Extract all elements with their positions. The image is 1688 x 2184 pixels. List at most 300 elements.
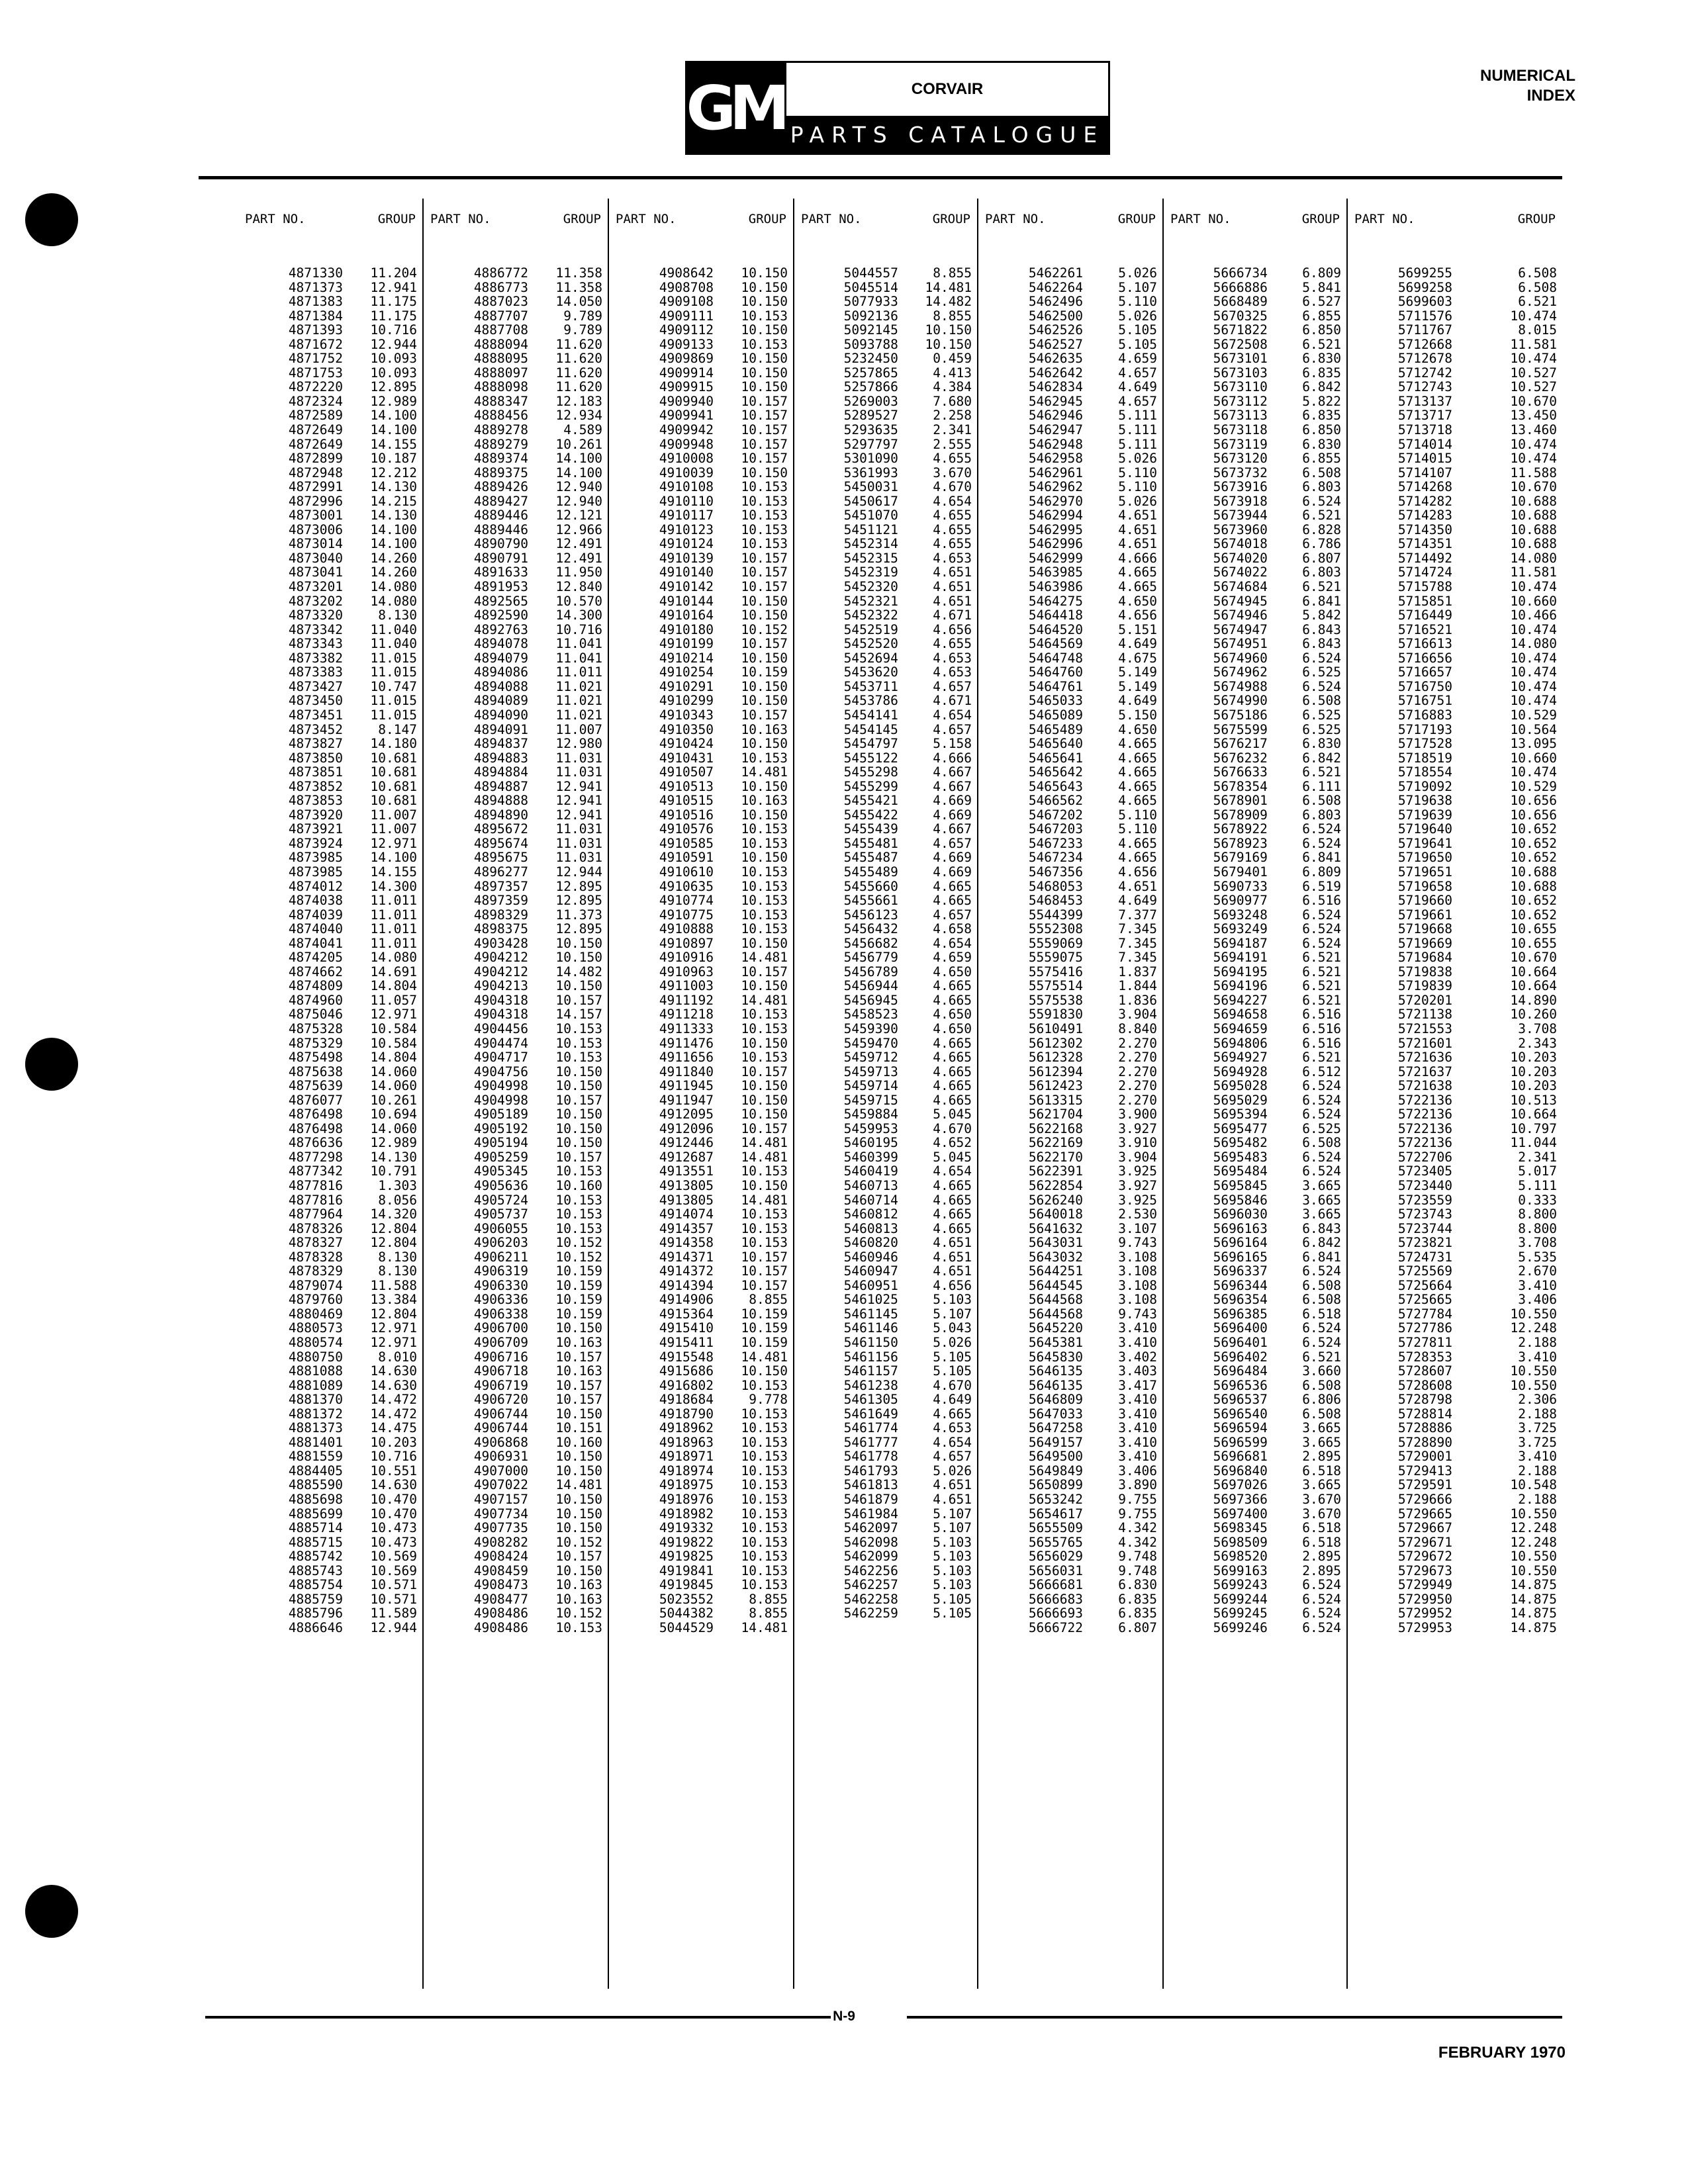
group-number: 14.080 (370, 593, 417, 609)
table-row (794, 665, 977, 680)
group-number: 14.875 (1510, 1619, 1557, 1635)
group-number: 10.474 (1510, 308, 1557, 324)
group-number: 4.653 (933, 664, 972, 680)
part-number: 5044382 (659, 1606, 714, 1621)
part-number: 4908486 (473, 1606, 528, 1621)
group-number: 12.989 (370, 393, 417, 409)
table-row (794, 1549, 977, 1564)
group-number: 14.804 (370, 978, 417, 994)
group-number: 10.150 (925, 336, 972, 352)
table-row (424, 1492, 608, 1507)
part-number: 5719660 (1397, 893, 1452, 909)
group-number: 4.656 (1118, 608, 1157, 623)
part-number: 5455122 (843, 750, 898, 766)
index-label (1480, 66, 1575, 106)
part-number: 4910140 (659, 565, 714, 580)
table-row (238, 1050, 422, 1065)
part-number: 5696840 (1213, 1463, 1268, 1479)
group-number: 6.841 (1302, 593, 1341, 609)
part-number: 4910916 (659, 950, 714, 966)
group-number: 14.482 (925, 294, 972, 310)
part-number: 4891633 (473, 565, 528, 580)
table-row (1164, 1150, 1346, 1165)
group-number: 6.521 (1302, 964, 1341, 979)
table-row (424, 580, 608, 594)
table-row (1164, 1407, 1346, 1422)
group-number: 10.150 (741, 850, 788, 866)
group-number: 4.657 (933, 721, 972, 737)
group-number: 11.031 (555, 750, 602, 766)
table-row (238, 1007, 422, 1022)
table-row (978, 1592, 1162, 1607)
table-row (424, 1065, 608, 1079)
part-number: 5626240 (1028, 1192, 1083, 1208)
part-number: 4872996 (288, 493, 343, 509)
table-row (1164, 765, 1346, 780)
group-number: 10.159 (741, 1320, 788, 1336)
table-row (609, 523, 793, 537)
table-row (978, 651, 1162, 666)
table-row (1164, 880, 1346, 894)
group-number: 6.841 (1302, 850, 1341, 866)
part-number: 5725569 (1397, 1263, 1452, 1279)
table-row (1348, 295, 1562, 309)
table-row (609, 708, 793, 723)
table-row (978, 508, 1162, 523)
table-row (1164, 837, 1346, 851)
group-number: 10.150 (741, 1078, 788, 1094)
part-number: 4906336 (473, 1292, 528, 1308)
table-row (978, 908, 1162, 923)
part-number: 5714351 (1397, 536, 1452, 552)
group-number: 3.665 (1302, 1477, 1341, 1493)
part-number: 5719092 (1397, 778, 1452, 794)
part-number: 5612328 (1028, 1050, 1083, 1066)
table-row (238, 1492, 422, 1507)
group-number: 10.157 (741, 964, 788, 979)
part-number: 5462962 (1028, 479, 1083, 495)
part-number: 5644251 (1028, 1263, 1083, 1279)
part-number: 5696385 (1213, 1306, 1268, 1322)
table-row (424, 1050, 608, 1065)
part-number: 4871753 (288, 365, 343, 381)
group-number: 10.153 (741, 1520, 788, 1536)
part-number: 4872220 (288, 379, 343, 395)
group-number: 3.410 (1518, 1277, 1557, 1293)
table-row (1348, 1022, 1562, 1036)
table-row (978, 437, 1162, 452)
part-number: 5711576 (1397, 308, 1452, 324)
table-row (794, 680, 977, 694)
group-number: 6.516 (1302, 893, 1341, 909)
table-row (238, 1065, 422, 1079)
group-number: 7.345 (1118, 921, 1157, 937)
group-number: 9.778 (749, 1392, 788, 1408)
table-row (609, 1264, 793, 1279)
table-row (1348, 1521, 1562, 1535)
group-number: 8.855 (933, 265, 972, 281)
group-number: 12.212 (370, 465, 417, 480)
part-number: 5461157 (843, 1363, 898, 1379)
table-row (794, 1521, 977, 1535)
part-number: 4910108 (659, 479, 714, 495)
group-number: 4.665 (933, 893, 972, 909)
part-number: 4885759 (288, 1591, 343, 1607)
table-row (424, 808, 608, 823)
table-row (1164, 351, 1346, 366)
part-number: 4897359 (473, 893, 528, 909)
part-number: 4873343 (288, 636, 343, 652)
table-row (238, 908, 422, 923)
part-number: 5697366 (1213, 1492, 1268, 1508)
group-number: 4.657 (1118, 365, 1157, 381)
part-number: 5698509 (1213, 1534, 1268, 1550)
group-number: 10.150 (555, 1120, 602, 1136)
group-number: 6.521 (1302, 992, 1341, 1008)
part-number: 5462958 (1028, 451, 1083, 467)
table-row (1164, 295, 1346, 309)
part-number: 5679169 (1213, 850, 1268, 866)
table-row (794, 1293, 977, 1307)
group-number: 11.620 (555, 379, 602, 395)
part-number: 5462642 (1028, 365, 1083, 381)
table-row (1348, 723, 1562, 737)
group-number: 4.669 (933, 793, 972, 809)
part-number: 5716449 (1397, 608, 1452, 623)
group-number: 4.669 (933, 864, 972, 880)
group-number: 3.890 (1118, 1477, 1157, 1493)
group-number: 4.665 (933, 992, 972, 1008)
group-number: 10.150 (741, 265, 788, 281)
table-row (794, 1307, 977, 1322)
part-number: 5462256 (843, 1563, 898, 1578)
group-number: 12.804 (370, 1235, 417, 1251)
group-number: 3.725 (1518, 1420, 1557, 1436)
group-number: 2.530 (1118, 1206, 1157, 1222)
table-row (609, 580, 793, 594)
part-number: 4916802 (659, 1377, 714, 1393)
part-number: 5666681 (1028, 1577, 1083, 1593)
part-number: 4888094 (473, 336, 528, 352)
group-number: 7.680 (933, 393, 972, 409)
part-number: 4886772 (473, 265, 528, 281)
part-number: 5452694 (843, 650, 898, 666)
table-row (238, 737, 422, 751)
group-number: 10.688 (1510, 864, 1557, 880)
table-row (609, 1207, 793, 1222)
part-number: 5721553 (1397, 1021, 1452, 1036)
group-number: 10.474 (1510, 436, 1557, 452)
group-number: 10.157 (741, 550, 788, 566)
part-number: 4906055 (473, 1220, 528, 1236)
part-number: 5460820 (843, 1235, 898, 1251)
part-number: 5462259 (843, 1606, 898, 1621)
table-row (609, 737, 793, 751)
group-number: 4.657 (933, 1449, 972, 1465)
table-row (1348, 1592, 1562, 1607)
table-row (609, 1364, 793, 1379)
table-row (238, 295, 422, 309)
group-number: 3.406 (1518, 1292, 1557, 1308)
group-number: 10.150 (741, 736, 788, 752)
part-number: 5690733 (1213, 878, 1268, 894)
group-number: 14.691 (370, 964, 417, 979)
part-number: 4873342 (288, 621, 343, 637)
group-number: 14.100 (370, 522, 417, 537)
group-number: 14.080 (370, 950, 417, 966)
group-number: 9.748 (1118, 1549, 1157, 1565)
group-header: GROUP (1117, 212, 1156, 226)
part-number: 4871330 (288, 265, 343, 281)
table-row (1164, 1222, 1346, 1236)
group-number: 6.855 (1302, 308, 1341, 324)
table-row (1164, 822, 1346, 837)
part-number: 4889426 (473, 479, 528, 495)
part-number: 5655509 (1028, 1520, 1083, 1536)
table-row (238, 780, 422, 794)
table-row (794, 780, 977, 794)
table-row (1164, 1549, 1346, 1564)
group-number: 11.620 (555, 336, 602, 352)
table-row (609, 1079, 793, 1093)
part-number: 4905636 (473, 1178, 528, 1193)
group-number: 11.057 (370, 992, 417, 1008)
group-number: 5.107 (933, 1506, 972, 1522)
part-number: 5728798 (1397, 1392, 1452, 1408)
table-row (238, 808, 422, 823)
table-row (238, 580, 422, 594)
part-number: 5676232 (1213, 750, 1268, 766)
group-number: 4.413 (933, 365, 972, 381)
group-number: 12.971 (370, 1007, 417, 1023)
group-number: 7.377 (1118, 907, 1157, 923)
part-number: 5694928 (1213, 1064, 1268, 1079)
table-row (1164, 751, 1346, 766)
part-number: 5462526 (1028, 322, 1083, 338)
part-number: 5464760 (1028, 664, 1083, 680)
part-number: 5575538 (1028, 992, 1083, 1008)
part-number: 5713717 (1397, 408, 1452, 424)
part-number: 5462500 (1028, 308, 1083, 324)
group-number: 14.260 (370, 550, 417, 566)
group-number: 11.031 (555, 850, 602, 866)
index-column (978, 199, 1164, 1989)
table-row (794, 1065, 977, 1079)
part-number: 4904456 (473, 1021, 528, 1036)
part-number: 5462258 (843, 1591, 898, 1607)
group-number: 6.521 (1302, 950, 1341, 966)
part-number: 5467202 (1028, 807, 1083, 823)
table-row (1164, 1079, 1346, 1093)
group-number: 10.150 (555, 1320, 602, 1336)
part-number: 5459712 (843, 1050, 898, 1066)
group-number: 10.550 (1510, 1363, 1557, 1379)
table-row (794, 1421, 977, 1435)
group-number: 12.941 (555, 793, 602, 809)
part-number: 4873040 (288, 550, 343, 566)
group-number: 10.670 (1510, 393, 1557, 409)
part-number: 4873201 (288, 579, 343, 595)
part-number: 4873383 (288, 664, 343, 680)
table-row (424, 665, 608, 680)
table-row (794, 1507, 977, 1522)
part-number: 5289527 (843, 408, 898, 424)
part-number: 4906718 (473, 1363, 528, 1379)
part-number: 4877298 (288, 1149, 343, 1165)
group-number: 14.060 (370, 1078, 417, 1094)
part-number: 5699603 (1397, 294, 1452, 310)
table-row (978, 1621, 1162, 1635)
part-number: 4878327 (288, 1235, 343, 1251)
group-number: 4.665 (1118, 736, 1157, 752)
table-row (1348, 1564, 1562, 1578)
part-number: 4872948 (288, 465, 343, 480)
group-number: 2.895 (1302, 1563, 1341, 1578)
group-number: 4.665 (933, 1064, 972, 1079)
table-row (609, 1321, 793, 1336)
group-number: 6.521 (1518, 294, 1557, 310)
group-number: 10.153 (741, 1449, 788, 1465)
part-number: 5461777 (843, 1434, 898, 1450)
column-header (1348, 199, 1562, 240)
group-number: 5.111 (1118, 408, 1157, 424)
part-number: 5455421 (843, 793, 898, 809)
part-number: 5719839 (1397, 978, 1452, 994)
table-row (609, 1449, 793, 1464)
group-number: 6.508 (1302, 465, 1341, 480)
part-number: 4871373 (288, 279, 343, 295)
table-row (609, 850, 793, 865)
part-number: 4894884 (473, 764, 528, 780)
table-row (238, 623, 422, 637)
table-row (978, 351, 1162, 366)
group-number: 10.157 (555, 1377, 602, 1393)
group-number: 10.150 (555, 1563, 602, 1578)
group-number: 10.153 (741, 878, 788, 894)
table-row (1164, 1236, 1346, 1250)
group-number: 10.688 (1510, 536, 1557, 552)
part-number: 5718554 (1397, 764, 1452, 780)
table-row (609, 1392, 793, 1407)
table-row (238, 523, 422, 537)
part-number: 4906330 (473, 1277, 528, 1293)
part-number: 4885699 (288, 1506, 343, 1522)
group-number: 10.157 (741, 1064, 788, 1079)
table-row (1348, 1065, 1562, 1079)
table-row (424, 323, 608, 338)
part-number: 4918976 (659, 1492, 714, 1508)
part-number: 5698345 (1213, 1520, 1268, 1536)
table-row (1164, 908, 1346, 923)
part-number: 5452321 (843, 593, 898, 609)
table-row (978, 893, 1162, 908)
group-number: 11.040 (370, 621, 417, 637)
part-number: 4873827 (288, 736, 343, 752)
table-row (1164, 1307, 1346, 1322)
table-row (609, 880, 793, 894)
table-row (424, 908, 608, 923)
table-row (978, 1122, 1162, 1136)
table-row (978, 794, 1162, 808)
part-number: 4904318 (473, 992, 528, 1008)
table-row (609, 936, 793, 951)
group-number: 10.584 (370, 1021, 417, 1036)
part-number: 5454145 (843, 721, 898, 737)
group-number: 10.160 (555, 1434, 602, 1450)
group-number: 4.670 (933, 479, 972, 495)
part-number: 4889375 (473, 465, 528, 480)
group-number: 10.157 (555, 1549, 602, 1565)
table-row (238, 1379, 422, 1393)
part-number: 5712743 (1397, 379, 1452, 395)
part-number: 5461774 (843, 1420, 898, 1436)
table-row (609, 480, 793, 494)
group-number: 10.660 (1510, 750, 1557, 766)
table-row (609, 922, 793, 936)
table-row (424, 494, 608, 509)
group-number: 4.665 (933, 1035, 972, 1051)
group-header: GROUP (1517, 212, 1556, 226)
table-row (609, 423, 793, 437)
part-number: 5452314 (843, 536, 898, 552)
table-row (609, 1193, 793, 1208)
group-number: 14.481 (741, 1349, 788, 1365)
part-number: 4881559 (288, 1449, 343, 1465)
part-number: 5452519 (843, 621, 898, 637)
table-row (794, 1606, 977, 1621)
part-number: 5699163 (1213, 1563, 1268, 1578)
group-number: 4.654 (933, 935, 972, 951)
table-row (978, 523, 1162, 537)
part-number: 5673916 (1213, 479, 1268, 495)
group-number: 5.110 (1118, 465, 1157, 480)
part-number: 5460946 (843, 1249, 898, 1265)
table-row (238, 1621, 422, 1635)
group-number: 4.651 (933, 1492, 972, 1508)
part-number: 5464761 (1028, 678, 1083, 694)
part-number: 5695028 (1213, 1078, 1268, 1094)
group-number: 3.660 (1302, 1363, 1341, 1379)
part-number: 4887707 (473, 308, 528, 324)
part-number: 5461879 (843, 1492, 898, 1508)
part-number: 5719661 (1397, 907, 1452, 923)
table-row (424, 523, 608, 537)
group-number: 13.384 (370, 1292, 417, 1308)
group-number: 11.620 (555, 365, 602, 381)
table-row (978, 480, 1162, 494)
group-number: 10.203 (1510, 1050, 1557, 1066)
group-number: 3.708 (1518, 1021, 1557, 1036)
part-number: 4871384 (288, 308, 343, 324)
part-number: 5612423 (1028, 1078, 1083, 1094)
group-number: 10.153 (741, 864, 788, 880)
part-number: 5714014 (1397, 436, 1452, 452)
part-number: 4910199 (659, 636, 714, 652)
part-number: 5460713 (843, 1178, 898, 1193)
table-row (424, 737, 608, 751)
group-number: 6.524 (1302, 835, 1341, 851)
group-number: 6.803 (1302, 565, 1341, 580)
table-row (1164, 1621, 1346, 1635)
group-number: 10.153 (555, 1163, 602, 1179)
part-number: 5461145 (843, 1306, 898, 1322)
part-number: 5044557 (843, 265, 898, 281)
table-row (794, 1336, 977, 1350)
group-number: 5.105 (933, 1363, 972, 1379)
part-number: 5719658 (1397, 878, 1452, 894)
table-row (424, 637, 608, 651)
group-number: 3.108 (1118, 1292, 1157, 1308)
